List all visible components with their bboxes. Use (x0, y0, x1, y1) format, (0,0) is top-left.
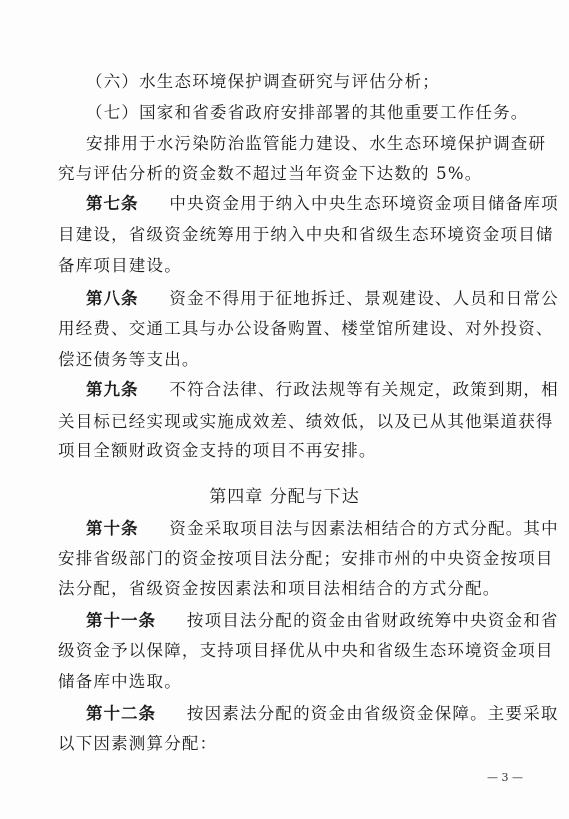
text-line: 关目标已经实现或实施成效差、绩效低，以及已从其他渠道获得 (58, 412, 554, 431)
article-label: 第八条 (86, 289, 139, 308)
page-number: — 3 — (487, 771, 523, 784)
text-line: 储备库中选取。 (58, 672, 182, 691)
text-line: 按因素法分配的资金由省级资金保障。主要采取 (186, 704, 559, 723)
article-label: 第十一条 (86, 611, 156, 630)
paragraph-line (58, 549, 554, 569)
paragraph-line (58, 256, 182, 276)
text-line: 项目全额财政资金支持的项目不再安排。 (58, 441, 377, 460)
paragraph-line (58, 641, 554, 661)
article-label: 第十条 (86, 519, 139, 538)
paragraph-line (86, 134, 546, 154)
text-line: 级资金予以保障，支持项目择优从中央和省级生态环境资金项目 (58, 641, 554, 660)
paragraph-line (58, 225, 554, 245)
text-line: （六）水生态环境保护调查研究与评估分析； (86, 72, 440, 91)
article-10 (86, 519, 559, 539)
paragraph-line (58, 579, 501, 599)
text-line: 资金采取项目法与因素法相结合的方式分配。其中 (169, 519, 559, 538)
text-line: 偿还债务等支出。 (58, 350, 200, 369)
article-8 (86, 289, 559, 309)
text-line: 中央资金用于纳入中央生态环境资金项目储备库项 (169, 194, 559, 213)
text-line: 法分配，省级资金按因素法和项目法相结合的方式分配。 (58, 579, 501, 598)
article-label: 第九条 (86, 380, 139, 399)
article-label: 第十二条 (86, 704, 156, 723)
paragraph-line (58, 319, 554, 339)
text-line: 不符合法律、行政法规等有关规定，政策到期，相 (169, 380, 559, 399)
text-line: 用经费、交通工具与办公设备购置、楼堂馆所建设、对外投资、 (58, 319, 554, 338)
paragraph-line (58, 164, 482, 184)
article-7 (86, 194, 559, 214)
paragraph-line (58, 441, 377, 461)
text-line: 备库项目建设。 (58, 256, 182, 275)
paragraph-line (58, 412, 554, 432)
list-item-7 (86, 103, 529, 123)
chapter-heading: 第四章 分配与下达 (209, 487, 360, 507)
paragraph-line (58, 672, 182, 692)
article-12 (86, 704, 559, 724)
text-line: 资金不得用于征地拆迁、景观建设、人员和日常公 (169, 289, 559, 308)
text-line: 究与评估分析的资金数不超过当年资金下达数的 5%。 (58, 164, 483, 183)
list-item-6 (86, 72, 440, 92)
paragraph-line (58, 350, 200, 370)
text-line: （七）国家和省委省政府安排部署的其他重要工作任务。 (86, 103, 529, 122)
article-11 (86, 611, 559, 631)
text-line: 安排省级部门的资金按项目法分配；安排市州的中央资金按项目 (58, 549, 554, 568)
text-line: 目建设，省级资金统筹用于纳入中央和省级生态环境资金项目储 (58, 225, 554, 244)
text-line: 按项目法分配的资金由省财政统筹中央资金和省 (186, 611, 559, 630)
article-9 (86, 380, 559, 400)
text-line: 以下因素测算分配： (58, 734, 218, 753)
paragraph-line (58, 734, 217, 754)
text-line: 安排用于水污染防治监管能力建设、水生态环境保护调查研 (86, 134, 547, 153)
article-label: 第七条 (86, 194, 139, 213)
